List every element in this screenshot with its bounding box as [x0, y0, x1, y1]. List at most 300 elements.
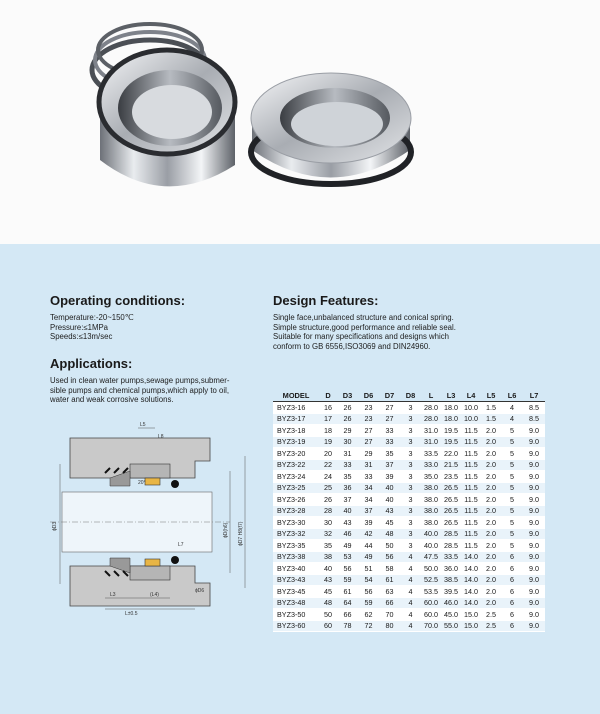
value-cell: 48: [379, 528, 400, 540]
value-cell: 11.5: [461, 436, 481, 448]
value-cell: 36: [337, 482, 358, 494]
value-cell: 3: [400, 459, 421, 471]
table-row: [273, 586, 545, 598]
label-l8: L8: [158, 434, 164, 440]
model-cell: BYZ3-30: [273, 517, 319, 529]
value-cell: 5: [501, 540, 523, 552]
value-cell: 14.0: [461, 563, 481, 575]
header-l: L: [428, 390, 434, 400]
model-cell: BYZ3-48: [273, 597, 319, 609]
header-l6: L6: [507, 390, 517, 400]
value-cell: 33.5: [421, 448, 441, 460]
value-cell: 29: [337, 425, 358, 437]
value-cell: 2.0: [481, 551, 501, 563]
value-cell: 55.0: [441, 620, 461, 632]
header-d7: D7: [384, 390, 395, 400]
value-cell: 3: [400, 402, 421, 414]
value-cell: 14.0: [461, 574, 481, 586]
value-cell: 11.5: [461, 459, 481, 471]
value-cell: 3: [400, 517, 421, 529]
label-d3: ϕD3: [52, 521, 58, 531]
model-cell: BYZ3-16: [273, 402, 319, 414]
value-cell: 15.0: [461, 609, 481, 621]
value-cell: 45: [319, 586, 337, 598]
value-cell: 24: [319, 471, 337, 483]
table-row: [273, 574, 545, 586]
value-cell: 66: [337, 609, 358, 621]
label-l5: L5: [140, 422, 146, 428]
value-cell: 9.0: [523, 505, 545, 517]
value-cell: 6: [501, 563, 523, 575]
value-cell: 2.0: [481, 574, 501, 586]
value-cell: 39: [379, 471, 400, 483]
value-cell: 21.5: [441, 459, 461, 471]
value-cell: 5: [501, 459, 523, 471]
table-row: [273, 413, 545, 425]
label-angle: 20°: [138, 480, 146, 486]
table-row: [273, 505, 545, 517]
label-d6: ϕD6: [195, 588, 205, 594]
label-l3: L3: [110, 592, 116, 598]
value-cell: 56: [379, 551, 400, 563]
value-cell: 2.0: [481, 505, 501, 517]
value-cell: 4: [400, 609, 421, 621]
value-cell: 19: [319, 436, 337, 448]
value-cell: 78: [337, 620, 358, 632]
value-cell: 10.0: [461, 413, 481, 425]
value-cell: 40: [379, 482, 400, 494]
value-cell: 61: [379, 574, 400, 586]
value-cell: 4: [400, 597, 421, 609]
value-cell: 37: [379, 459, 400, 471]
value-cell: 28.0: [421, 413, 441, 425]
table-row: [273, 551, 545, 563]
applications-line: Used in clean water pumps,sewage pumps,submer-: [50, 376, 230, 385]
value-cell: 35.0: [421, 471, 441, 483]
value-cell: 26.5: [441, 482, 461, 494]
value-cell: 26: [337, 402, 358, 414]
value-cell: 18.0: [441, 413, 461, 425]
value-cell: 18.0: [441, 402, 461, 414]
value-cell: 3: [400, 505, 421, 517]
value-cell: 20: [319, 448, 337, 460]
value-cell: 38.0: [421, 517, 441, 529]
header-d8: D8: [405, 390, 416, 400]
value-cell: 2.0: [481, 563, 501, 575]
model-cell: BYZ3-17: [273, 413, 319, 425]
value-cell: 72: [358, 620, 379, 632]
value-cell: 5: [501, 505, 523, 517]
applications-line: sible pumps and chemical pumps,which apply to oil,: [50, 385, 229, 395]
table-row: [273, 563, 545, 575]
label-l7: L7: [178, 542, 184, 548]
value-cell: 58: [379, 563, 400, 575]
value-cell: 9.0: [523, 586, 545, 598]
value-cell: 63: [379, 586, 400, 598]
value-cell: 31: [337, 448, 358, 460]
value-cell: 11.5: [461, 517, 481, 529]
model-cell: BYZ3-26: [273, 494, 319, 506]
value-cell: 30: [319, 517, 337, 529]
value-cell: 6: [501, 597, 523, 609]
table-row: [273, 517, 545, 529]
value-cell: 27: [379, 413, 400, 425]
value-cell: 5: [501, 448, 523, 460]
value-cell: 33.5: [441, 551, 461, 563]
value-cell: 4: [400, 574, 421, 586]
label-l4: (L4): [150, 592, 159, 598]
model-cell: BYZ3-28: [273, 505, 319, 517]
header-model: MODEL: [282, 390, 310, 400]
value-cell: 9.0: [523, 425, 545, 437]
value-cell: 11.5: [461, 425, 481, 437]
product-photo-area: [0, 0, 600, 244]
model-cell: BYZ3-43: [273, 574, 319, 586]
value-cell: 3: [400, 528, 421, 540]
value-cell: 39: [358, 517, 379, 529]
value-cell: 59: [337, 574, 358, 586]
value-cell: 4: [400, 563, 421, 575]
value-cell: 33: [379, 425, 400, 437]
value-cell: 9.0: [523, 574, 545, 586]
value-cell: 9.0: [523, 436, 545, 448]
value-cell: 5: [501, 528, 523, 540]
value-cell: 38.0: [421, 482, 441, 494]
value-cell: 4: [501, 413, 523, 425]
value-cell: 2.0: [481, 540, 501, 552]
model-cell: BYZ3-45: [273, 586, 319, 598]
value-cell: 16: [319, 402, 337, 414]
value-cell: 39.5: [441, 586, 461, 598]
seal-product-image: [0, 0, 600, 244]
label-d7: ϕD7 H8(f7): [238, 521, 244, 546]
value-cell: 3: [400, 471, 421, 483]
value-cell: 3: [400, 425, 421, 437]
value-cell: 14.0: [461, 597, 481, 609]
value-cell: 27: [358, 425, 379, 437]
value-cell: 56: [337, 563, 358, 575]
table-row: [273, 459, 545, 471]
design-features-title: Design Features:: [273, 293, 379, 308]
value-cell: 8.5: [523, 413, 545, 425]
value-cell: 9.0: [523, 482, 545, 494]
table-row: [273, 494, 545, 506]
value-cell: 5: [501, 425, 523, 437]
value-cell: 60.0: [421, 597, 441, 609]
value-cell: 17: [319, 413, 337, 425]
value-cell: 33: [358, 471, 379, 483]
value-cell: 47.5: [421, 551, 441, 563]
value-cell: 2.0: [481, 482, 501, 494]
value-cell: 42: [358, 528, 379, 540]
value-cell: 11.5: [461, 482, 481, 494]
applications-line: water and weak corrosive solutions.: [50, 395, 174, 405]
value-cell: 35: [337, 471, 358, 483]
value-cell: 40: [319, 563, 337, 575]
model-cell: BYZ3-40: [273, 563, 319, 575]
value-cell: 11.5: [461, 448, 481, 460]
value-cell: 38: [319, 551, 337, 563]
model-cell: BYZ3-18: [273, 425, 319, 437]
table-body: [273, 402, 545, 632]
value-cell: 51: [358, 563, 379, 575]
value-cell: 19.5: [441, 436, 461, 448]
header-d3: D3: [342, 390, 353, 400]
value-cell: 2.0: [481, 425, 501, 437]
model-cell: BYZ3-19: [273, 436, 319, 448]
value-cell: 49: [337, 540, 358, 552]
value-cell: 50: [319, 609, 337, 621]
value-cell: 8.5: [523, 402, 545, 414]
value-cell: 9.0: [523, 540, 545, 552]
value-cell: 28.0: [421, 402, 441, 414]
operating-line: Pressure:≤1MPa: [50, 322, 109, 332]
value-cell: 53.5: [421, 586, 441, 598]
header-l4: L4: [466, 390, 476, 400]
value-cell: 6: [501, 551, 523, 563]
value-cell: 28.5: [441, 540, 461, 552]
table-row: [273, 471, 545, 483]
value-cell: 11.5: [461, 528, 481, 540]
value-cell: 44: [358, 540, 379, 552]
header-d6: D6: [363, 390, 374, 400]
design-line: Single face,unbalanced structure and conical spring.: [273, 313, 454, 322]
value-cell: 25: [319, 482, 337, 494]
value-cell: 30: [337, 436, 358, 448]
applications-title: Applications:: [50, 356, 133, 371]
value-cell: 43: [337, 517, 358, 529]
value-cell: 54: [358, 574, 379, 586]
value-cell: 2.0: [481, 517, 501, 529]
value-cell: 43: [379, 505, 400, 517]
value-cell: 18: [319, 425, 337, 437]
value-cell: 29: [358, 448, 379, 460]
value-cell: 3: [400, 448, 421, 460]
value-cell: 33: [337, 459, 358, 471]
value-cell: 27: [379, 402, 400, 414]
value-cell: 46.0: [441, 597, 461, 609]
value-cell: 62: [358, 609, 379, 621]
value-cell: 31.0: [421, 425, 441, 437]
value-cell: 40: [379, 494, 400, 506]
table-row: [273, 436, 545, 448]
header-l5: L5: [486, 390, 496, 400]
value-cell: 5: [501, 482, 523, 494]
table-row: [273, 528, 545, 540]
value-cell: 6: [501, 620, 523, 632]
value-cell: 3: [400, 436, 421, 448]
value-cell: 4: [400, 551, 421, 563]
value-cell: 27: [358, 436, 379, 448]
label-dh: ϕD(h6): [223, 522, 229, 538]
value-cell: 37: [337, 494, 358, 506]
value-cell: 11.5: [461, 494, 481, 506]
model-cell: BYZ3-38: [273, 551, 319, 563]
value-cell: 14.0: [461, 586, 481, 598]
value-cell: 48: [319, 597, 337, 609]
value-cell: 66: [379, 597, 400, 609]
value-cell: 2.0: [481, 471, 501, 483]
model-cell: BYZ3-22: [273, 459, 319, 471]
table-row: [273, 597, 545, 609]
value-cell: 2.5: [481, 620, 501, 632]
value-cell: 64: [337, 597, 358, 609]
value-cell: 6: [501, 586, 523, 598]
operating-line: Temperature:-20~150℃: [50, 313, 134, 322]
value-cell: 3: [400, 494, 421, 506]
value-cell: 11.5: [461, 540, 481, 552]
seal-cross-section-drawing: [50, 416, 260, 616]
value-cell: 9.0: [523, 563, 545, 575]
value-cell: 9.0: [523, 448, 545, 460]
value-cell: 22.0: [441, 448, 461, 460]
model-cell: BYZ3-50: [273, 609, 319, 621]
value-cell: 34: [358, 482, 379, 494]
value-cell: 52.5: [421, 574, 441, 586]
value-cell: 23: [358, 402, 379, 414]
value-cell: 50.0: [421, 563, 441, 575]
value-cell: 9.0: [523, 517, 545, 529]
operating-conditions-title: Operating conditions:: [50, 293, 186, 308]
value-cell: 70.0: [421, 620, 441, 632]
specification-table: [273, 389, 545, 632]
value-cell: 22: [319, 459, 337, 471]
model-cell: BYZ3-35: [273, 540, 319, 552]
value-cell: 31: [358, 459, 379, 471]
table-row: [273, 448, 545, 460]
value-cell: 60: [319, 620, 337, 632]
operating-conditions-text: [50, 313, 134, 342]
value-cell: 50: [379, 540, 400, 552]
value-cell: 23.5: [441, 471, 461, 483]
value-cell: 1.5: [481, 413, 501, 425]
value-cell: 9.0: [523, 459, 545, 471]
table-row: [273, 425, 545, 437]
value-cell: 5: [501, 436, 523, 448]
header-d: D: [325, 390, 331, 400]
value-cell: 31.0: [421, 436, 441, 448]
value-cell: 38.0: [421, 505, 441, 517]
value-cell: 49: [358, 551, 379, 563]
value-cell: 40.0: [421, 540, 441, 552]
value-cell: 2.5: [481, 609, 501, 621]
value-cell: 14.0: [461, 551, 481, 563]
value-cell: 3: [400, 540, 421, 552]
model-cell: BYZ3-20: [273, 448, 319, 460]
value-cell: 2.0: [481, 436, 501, 448]
value-cell: 32: [319, 528, 337, 540]
value-cell: 9.0: [523, 597, 545, 609]
value-cell: 28.5: [441, 528, 461, 540]
table-row: [273, 620, 545, 632]
value-cell: 38.0: [421, 494, 441, 506]
value-cell: 28: [319, 505, 337, 517]
value-cell: 45.0: [441, 609, 461, 621]
value-cell: 35: [319, 540, 337, 552]
value-cell: 80: [379, 620, 400, 632]
value-cell: 40: [337, 505, 358, 517]
table-row: [273, 540, 545, 552]
value-cell: 2.0: [481, 528, 501, 540]
value-cell: 38.5: [441, 574, 461, 586]
design-features-text: [273, 313, 456, 351]
value-cell: 59: [358, 597, 379, 609]
value-cell: 5: [501, 517, 523, 529]
value-cell: 9.0: [523, 494, 545, 506]
value-cell: 4: [501, 402, 523, 414]
header-l7: L7: [529, 390, 539, 400]
value-cell: 23: [358, 413, 379, 425]
design-line: Simple structure,good performance and reliable seal.: [273, 322, 456, 332]
operating-line: Speeds:≤13m/sec: [50, 332, 113, 342]
model-cell: BYZ3-24: [273, 471, 319, 483]
value-cell: 2.0: [481, 459, 501, 471]
value-cell: 46: [337, 528, 358, 540]
model-cell: BYZ3-60: [273, 620, 319, 632]
model-cell: BYZ3-25: [273, 482, 319, 494]
value-cell: 1.5: [481, 402, 501, 414]
value-cell: 60.0: [421, 609, 441, 621]
value-cell: 26.5: [441, 517, 461, 529]
value-cell: 56: [358, 586, 379, 598]
value-cell: 35: [379, 448, 400, 460]
value-cell: 26: [337, 413, 358, 425]
design-line: conform to GB 6556,ISO3069 and DIN24960.: [273, 341, 431, 351]
value-cell: 3: [400, 482, 421, 494]
value-cell: 6: [501, 574, 523, 586]
value-cell: 26: [319, 494, 337, 506]
value-cell: 9.0: [523, 551, 545, 563]
value-cell: 11.5: [461, 505, 481, 517]
table-row: [273, 609, 545, 621]
value-cell: 15.0: [461, 620, 481, 632]
value-cell: 11.5: [461, 471, 481, 483]
value-cell: 53: [337, 551, 358, 563]
value-cell: 9.0: [523, 471, 545, 483]
applications-text: [50, 376, 229, 405]
value-cell: 33.0: [421, 459, 441, 471]
value-cell: 5: [501, 494, 523, 506]
table-header-row: [273, 389, 545, 402]
label-l: L±0.5: [125, 611, 138, 616]
value-cell: 9.0: [523, 528, 545, 540]
value-cell: 19.5: [441, 425, 461, 437]
value-cell: 9.0: [523, 609, 545, 621]
value-cell: 26.5: [441, 505, 461, 517]
table-row: [273, 482, 545, 494]
value-cell: 61: [337, 586, 358, 598]
value-cell: 2.0: [481, 494, 501, 506]
value-cell: 33: [379, 436, 400, 448]
value-cell: 6: [501, 609, 523, 621]
value-cell: 43: [319, 574, 337, 586]
value-cell: 3: [400, 413, 421, 425]
value-cell: 34: [358, 494, 379, 506]
value-cell: 36.0: [441, 563, 461, 575]
model-cell: BYZ3-32: [273, 528, 319, 540]
value-cell: 2.0: [481, 597, 501, 609]
value-cell: 4: [400, 586, 421, 598]
table-row: [273, 402, 545, 414]
value-cell: 9.0: [523, 620, 545, 632]
value-cell: 26.5: [441, 494, 461, 506]
value-cell: 37: [358, 505, 379, 517]
design-line: Suitable for many specifications and designs which: [273, 332, 449, 342]
value-cell: 5: [501, 471, 523, 483]
header-l3: L3: [446, 390, 456, 400]
value-cell: 2.0: [481, 586, 501, 598]
value-cell: 70: [379, 609, 400, 621]
